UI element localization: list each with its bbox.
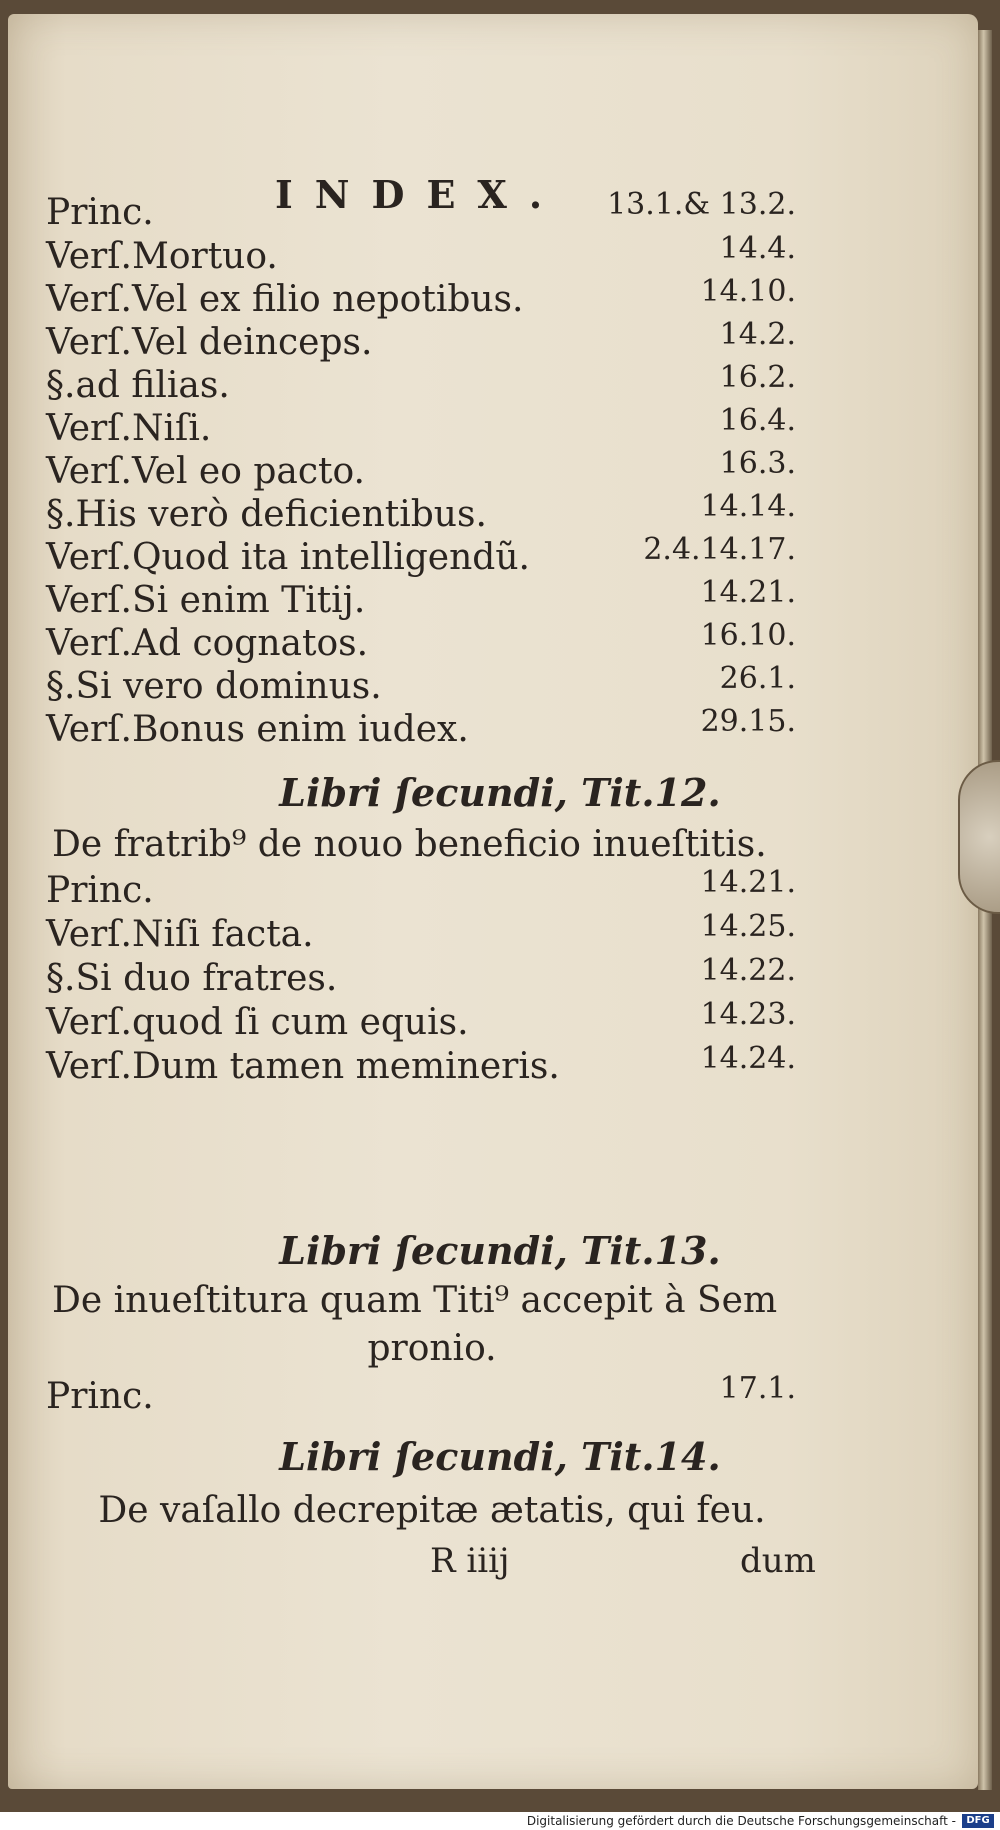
entry-label: §.Si vero dominus. (46, 666, 382, 707)
entry-ref: 14.14. (700, 489, 796, 524)
entry-ref: 14.21. (700, 865, 796, 900)
section-title-continued: pronio. (367, 1328, 497, 1369)
entry-label: Princ. (46, 1376, 154, 1417)
section-title: De inueſtitura quam Titi⁹ accepit à Sem (52, 1280, 778, 1321)
entry-label: §.Si duo fratres. (46, 958, 338, 999)
index-row (46, 1371, 796, 1420)
entry-label: Verſ.Bonus enim iudex. (46, 709, 469, 750)
index-row (46, 575, 796, 624)
entry-ref: 14.21. (700, 575, 796, 610)
entry-ref: 29.15. (700, 704, 796, 739)
index-row (46, 360, 796, 409)
entry-ref: 2.4.14.17. (643, 532, 796, 567)
entry-label: Verſ.Niſi facta. (46, 914, 314, 955)
index-row (46, 865, 796, 914)
entry-label: Verſ.Ad cognatos. (46, 623, 369, 664)
index-row (46, 953, 796, 1002)
index-row (46, 446, 796, 495)
entry-ref: 16.10. (700, 618, 796, 653)
entry-ref: 14.22. (700, 953, 796, 988)
index-row (46, 403, 796, 452)
entry-ref: 14.25. (700, 909, 796, 944)
entry-label: §.His verò deficientibus. (46, 494, 487, 535)
section-heading: Libri ſecundi, Tit.14. (279, 1434, 721, 1479)
entry-label: Verſ.quod ſi cum equis. (46, 1002, 469, 1043)
index-row (46, 187, 796, 236)
entry-ref: 13.1.& 13.2. (607, 187, 796, 222)
entry-ref: 14.4. (719, 231, 796, 266)
index-row (46, 909, 796, 958)
entry-ref: 26.1. (719, 661, 796, 696)
entry-label: Verſ.Mortuo. (46, 236, 278, 277)
section-title: De vaſallo decrepitæ ætatis, qui feu. (98, 1490, 766, 1531)
catchword: dum (740, 1541, 816, 1581)
entry-label: Verſ.Niſi. (46, 408, 212, 449)
index-row (46, 317, 796, 366)
entry-ref: 17.1. (719, 1371, 796, 1406)
index-row (46, 274, 796, 323)
entry-ref: 14.24. (700, 1041, 796, 1076)
entry-ref: 16.3. (719, 446, 796, 481)
index-heading: INDEX. (275, 172, 565, 217)
entry-ref: 16.4. (719, 403, 796, 438)
section-title: De fratrib⁹ de nouo beneficio inueſtitis. (52, 824, 767, 865)
index-row (46, 704, 796, 753)
index-row (46, 532, 796, 581)
section-heading: Libri ſecundi, Tit.12. (279, 770, 721, 815)
entry-label: §.ad filias. (46, 365, 230, 406)
entry-label: Verſ.Vel eo pacto. (46, 451, 365, 492)
index-row (46, 661, 796, 710)
entry-ref: 16.2. (719, 360, 796, 395)
entry-label: Verſ.Quod ita intelligendũ. (46, 537, 530, 578)
footer-credit: Digitalisierung gefördert durch die Deutsche Forschungsgemeinschaft - (526, 1814, 956, 1828)
index-row (46, 618, 796, 667)
entry-label: Verſ.Vel ex filio nepotibus. (46, 279, 524, 320)
entry-ref: 14.23. (700, 997, 796, 1032)
entry-label: Princ. (46, 870, 154, 911)
entry-ref: 14.10. (700, 274, 796, 309)
section-heading: Libri ſecundi, Tit.13. (279, 1228, 721, 1273)
entry-label: Verſ.Si enim Titij. (46, 580, 366, 621)
dfg-logo: DFG (962, 1814, 994, 1828)
entry-label: Princ. (46, 192, 154, 233)
entry-ref: 14.2. (719, 317, 796, 352)
entry-label: Verſ.Vel deinceps. (46, 322, 373, 363)
index-row (46, 1041, 796, 1090)
signature-mark: R iiij (430, 1541, 510, 1581)
index-row (46, 231, 796, 280)
index-row (46, 997, 796, 1046)
entry-label: Verſ.Dum tamen memineris. (46, 1046, 560, 1087)
